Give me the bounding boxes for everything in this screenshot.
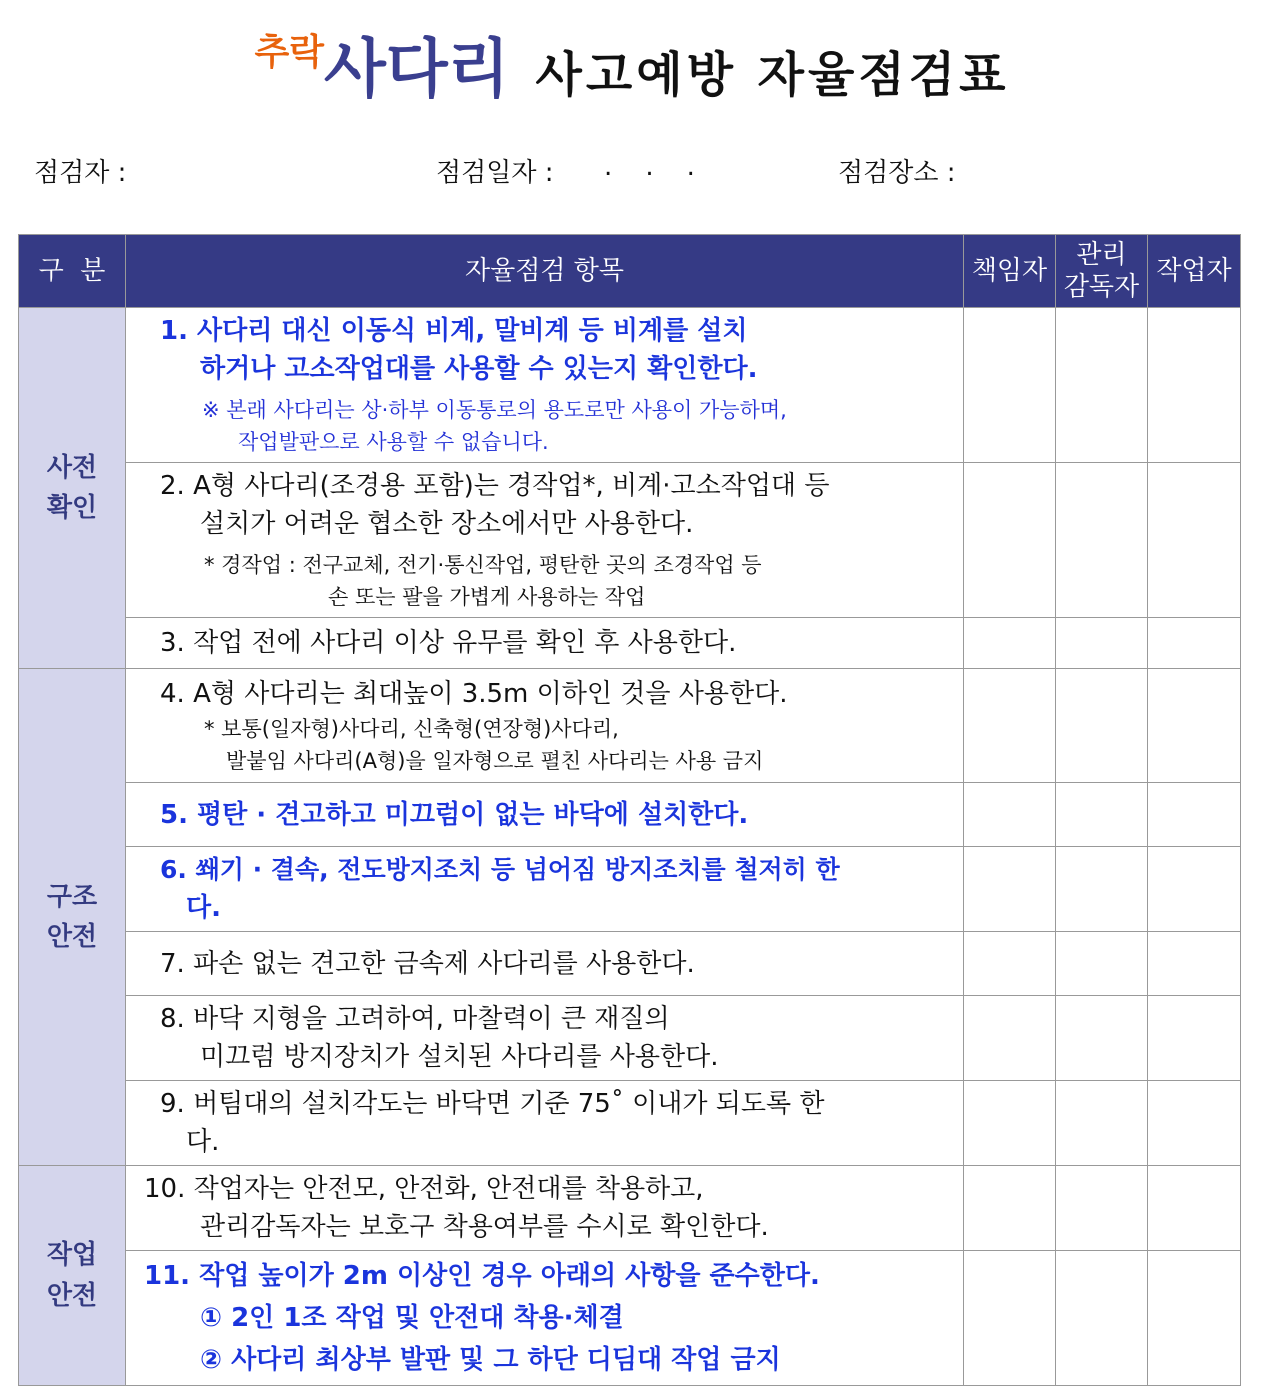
- check-cell-worker[interactable]: [1148, 1251, 1241, 1386]
- category-label: 안전: [46, 922, 98, 952]
- check-item-4: [126, 669, 964, 783]
- check-cell-responsible[interactable]: [964, 618, 1056, 669]
- check-cell-responsible[interactable]: [964, 308, 1056, 463]
- check-cell-worker[interactable]: [1148, 932, 1241, 996]
- table-row: [19, 1081, 1241, 1166]
- category-label: 사전: [46, 452, 98, 483]
- check-cell-supervisor[interactable]: [1056, 618, 1148, 669]
- header-row: [19, 235, 1241, 308]
- document-title: [0, 18, 1264, 110]
- header-category: 구 분: [19, 235, 126, 308]
- check-cell-supervisor[interactable]: [1056, 847, 1148, 932]
- check-cell-responsible[interactable]: [964, 847, 1056, 932]
- table-row: [19, 669, 1241, 783]
- check-item-9: [126, 1081, 964, 1166]
- table-row: [19, 618, 1241, 669]
- date-label: 점검일자 :: [436, 158, 554, 188]
- check-cell-worker[interactable]: [1148, 847, 1241, 932]
- check-item-10: [126, 1166, 964, 1251]
- item-text: 10. 작업자는 안전모, 안전화, 안전대를 착용하고,: [144, 1174, 704, 1204]
- item-text: ① 2인 1조 작업 및 안전대 착용·체결: [200, 1303, 624, 1333]
- check-cell-worker[interactable]: [1148, 308, 1241, 463]
- category-work: [19, 1166, 126, 1386]
- check-item-5: [126, 783, 964, 847]
- category-label: 작업: [46, 1240, 98, 1271]
- item-text: ② 사다리 최상부 발판 및 그 하단 디딤대 작업 금지: [200, 1345, 781, 1375]
- check-cell-supervisor[interactable]: [1056, 669, 1148, 783]
- check-cell-worker[interactable]: [1148, 783, 1241, 847]
- header-item: 자율점검 항목: [126, 235, 964, 308]
- check-cell-worker[interactable]: [1148, 463, 1241, 618]
- check-cell-supervisor[interactable]: [1056, 932, 1148, 996]
- item-note: 손 또는 팔을 가볍게 사용하는 작업: [328, 585, 646, 609]
- table-row: [19, 996, 1241, 1081]
- item-text: 2. A형 사다리(조경용 포함)는 경작업*, 비계·고소작업대 등: [160, 471, 830, 501]
- check-cell-responsible[interactable]: [964, 1251, 1056, 1386]
- check-item-2: [126, 463, 964, 618]
- item-text: 1. 사다리 대신 이동식 비계, 말비계 등 비계를 설치: [160, 316, 748, 346]
- check-cell-worker[interactable]: [1148, 1081, 1241, 1166]
- table-row: [19, 1251, 1241, 1386]
- table-row: [19, 847, 1241, 932]
- check-cell-responsible[interactable]: [964, 463, 1056, 618]
- header-supervisor-line1: 관리: [1076, 239, 1127, 270]
- table-row: [19, 308, 1241, 463]
- item-text: 9. 버팀대의 설치각도는 바닥면 기준 75˚ 이내가 되도록 한: [160, 1089, 825, 1119]
- check-cell-supervisor[interactable]: [1056, 463, 1148, 618]
- check-item-8: [126, 996, 964, 1081]
- item-note: * 보통(일자형)사다리, 신축형(연장형)사다리,: [204, 716, 619, 741]
- header-supervisor-line2: 감독자: [1063, 272, 1140, 302]
- item-note: 작업발판으로 사용할 수 없습니다.: [238, 430, 549, 454]
- place-label: 점검장소 :: [838, 158, 956, 188]
- item-text: 관리감독자는 보호구 착용여부를 수시로 확인한다.: [200, 1212, 769, 1242]
- category-structure: [19, 669, 126, 1166]
- item-text: 8. 바닥 지형을 고려하여, 마찰력이 큰 재질의: [160, 1004, 670, 1034]
- check-cell-supervisor[interactable]: [1056, 1081, 1148, 1166]
- check-cell-worker[interactable]: [1148, 996, 1241, 1081]
- header-supervisor: [1056, 235, 1148, 308]
- header-responsible: 책임자: [964, 235, 1056, 308]
- table-row: [19, 783, 1241, 847]
- inspector-label: 점검자 :: [34, 158, 127, 188]
- item-text: 설치가 어려운 협소한 장소에서만 사용한다.: [200, 509, 694, 539]
- item-note: 발붙임 사다리(A형)을 일자형으로 펼친 사다리는 사용 금지: [226, 748, 764, 773]
- check-cell-supervisor[interactable]: [1056, 783, 1148, 847]
- category-pre-check: [19, 308, 126, 669]
- category-label: 안전: [46, 1280, 98, 1311]
- item-text: 11. 작업 높이가 2m 이상인 경우 아래의 사항을 준수한다.: [144, 1261, 820, 1291]
- date-value: . . .: [604, 152, 695, 182]
- item-note: * 경작업 : 전구교체, 전기·통신작업, 평탄한 곳의 조경작업 등: [204, 553, 762, 577]
- category-label: 확인: [46, 493, 98, 523]
- check-cell-supervisor[interactable]: [1056, 1166, 1148, 1251]
- check-cell-responsible[interactable]: [964, 996, 1056, 1081]
- table-row: [19, 1166, 1241, 1251]
- check-cell-responsible[interactable]: [964, 783, 1056, 847]
- item-text: 미끄럼 방지장치가 설치된 사다리를 사용한다.: [200, 1042, 719, 1072]
- check-cell-worker[interactable]: [1148, 618, 1241, 669]
- item-text: 7. 파손 없는 견고한 금속제 사다리를 사용한다.: [160, 948, 695, 979]
- check-item-11: [126, 1251, 964, 1386]
- title-main: 사다리: [324, 33, 510, 107]
- check-cell-worker[interactable]: [1148, 1166, 1241, 1251]
- table-row: [19, 463, 1241, 618]
- check-item-3: [126, 618, 964, 669]
- check-cell-supervisor[interactable]: [1056, 1251, 1148, 1386]
- check-item-7: [126, 932, 964, 996]
- check-cell-supervisor[interactable]: [1056, 308, 1148, 463]
- check-cell-responsible[interactable]: [964, 932, 1056, 996]
- title-rest: 사고예방 자율점검표: [535, 47, 1010, 103]
- check-cell-worker[interactable]: [1148, 669, 1241, 783]
- check-item-1: [126, 308, 964, 463]
- table-row: [19, 932, 1241, 996]
- header-worker: 작업자: [1148, 235, 1241, 308]
- item-text: 하거나 고소작업대를 사용할 수 있는지 확인한다.: [200, 354, 758, 384]
- checklist-table: [18, 234, 1241, 1386]
- item-text: 다.: [186, 893, 221, 923]
- check-cell-responsible[interactable]: [964, 1166, 1056, 1251]
- title-prefix: 추락: [254, 32, 325, 73]
- check-item-6: [126, 847, 964, 932]
- item-text: 5. 평탄 · 견고하고 미끄럼이 없는 바닥에 설치한다.: [160, 799, 749, 830]
- item-note: ※ 본래 사다리는 상·하부 이동통로의 용도로만 사용이 가능하며,: [202, 398, 787, 422]
- item-text: 다.: [186, 1127, 220, 1157]
- check-cell-responsible[interactable]: [964, 669, 1056, 783]
- item-text: 4. A형 사다리는 최대높이 3.5m 이하인 것을 사용한다.: [160, 678, 788, 709]
- check-cell-supervisor[interactable]: [1056, 996, 1148, 1081]
- category-label: 구조: [46, 881, 98, 912]
- item-text: 6. 쐐기 · 결속, 전도방지조치 등 넘어짐 방지조치를 철저히 한: [160, 855, 840, 884]
- check-cell-responsible[interactable]: [964, 1081, 1056, 1166]
- item-text: 3. 작업 전에 사다리 이상 유무를 확인 후 사용한다.: [160, 628, 737, 658]
